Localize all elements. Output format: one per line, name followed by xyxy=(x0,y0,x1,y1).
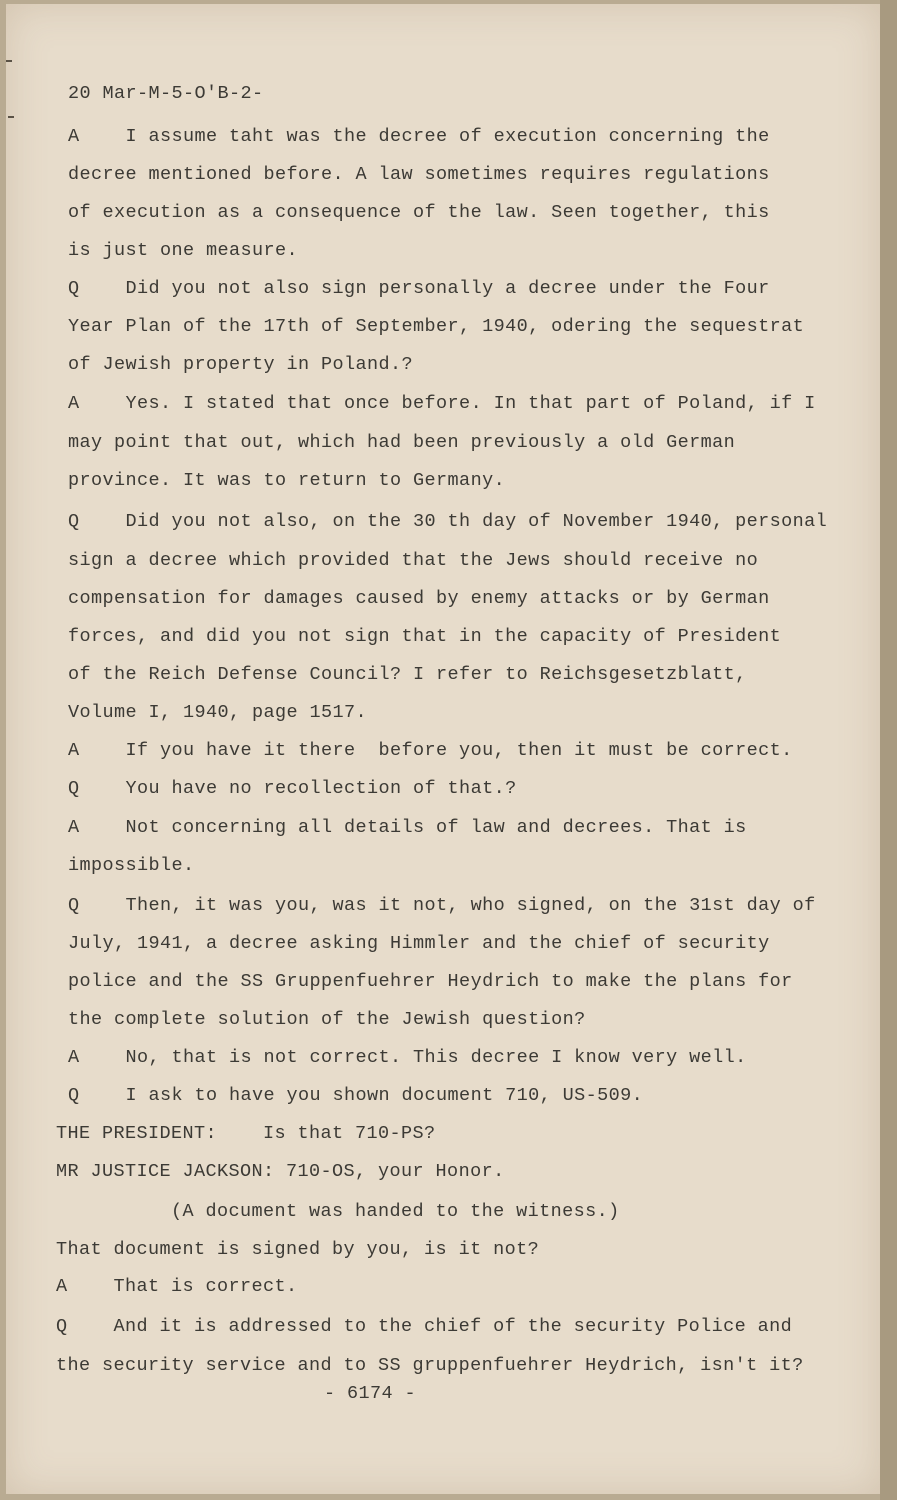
page-number: - 6174 - xyxy=(324,1383,417,1404)
page-edge xyxy=(880,0,897,1500)
text-line: A No, that is not correct. This decree I know very well. xyxy=(68,1047,747,1068)
text-line: forces, and did you not sign that in the capacity of President xyxy=(68,626,782,647)
text-line: A If you have it there before you, then it must be correct. xyxy=(68,740,793,761)
text-line: (A document was handed to the witness.) xyxy=(56,1201,620,1222)
text-line: the security service and to SS gruppenfuehrer Heydrich, isn't it? xyxy=(56,1355,804,1376)
text-line: A Yes. I stated that once before. In that part of Poland, if I xyxy=(68,393,816,414)
text-line: Volume I, 1940, page 1517. xyxy=(68,702,368,723)
page-header: 20 Mar-M-5-O'B-2- xyxy=(68,83,264,104)
text-line: MR JUSTICE JACKSON: 710-OS, your Honor. xyxy=(56,1161,505,1182)
text-line: Q I ask to have you shown document 710, US-509. xyxy=(68,1085,644,1106)
text-line: July, 1941, a decree asking Himmler and the chief of security xyxy=(68,933,770,954)
typed-page xyxy=(6,4,880,1494)
margin-tick xyxy=(6,60,12,62)
text-line: compensation for damages caused by enemy attacks or by German xyxy=(68,588,770,609)
text-line: is just one measure. xyxy=(68,240,299,261)
margin-tick xyxy=(8,116,14,118)
text-line: may point that out, which had been previously a old German xyxy=(68,432,736,453)
text-line: A Not concerning all details of law and decrees. That is xyxy=(68,817,747,838)
text-line: of Jewish property in Poland.? xyxy=(68,354,414,375)
text-line: Q Did you not also, on the 30 th day of November 1940, personal xyxy=(68,511,828,532)
text-line: A That is correct. xyxy=(56,1276,298,1297)
text-line: Q Then, it was you, was it not, who signed, on the 31st day of xyxy=(68,895,816,916)
text-line: of execution as a consequence of the law. Seen together, this xyxy=(68,202,770,223)
text-line: of the Reich Defense Council? I refer to Reichsgesetzblatt, xyxy=(68,664,747,685)
text-line: decree mentioned before. A law sometimes requires regulations xyxy=(68,164,770,185)
text-line: Q And it is addressed to the chief of the security Police and xyxy=(56,1316,793,1337)
text-line: Q Did you not also sign personally a decree under the Four xyxy=(68,278,770,299)
text-line: That document is signed by you, is it not? xyxy=(56,1239,540,1260)
text-line: A I assume taht was the decree of execution concerning the xyxy=(68,126,770,147)
text-line: impossible. xyxy=(68,855,195,876)
text-line: Year Plan of the 17th of September, 1940, odering the sequestrat xyxy=(68,316,805,337)
text-line: the complete solution of the Jewish question? xyxy=(68,1009,586,1030)
text-line: THE PRESIDENT: Is that 710-PS? xyxy=(56,1123,436,1144)
text-line: province. It was to return to Germany. xyxy=(68,470,506,491)
text-line: Q You have no recollection of that.? xyxy=(68,778,517,799)
text-line: sign a decree which provided that the Jews should receive no xyxy=(68,550,759,571)
text-line: police and the SS Gruppenfuehrer Heydrich to make the plans for xyxy=(68,971,793,992)
